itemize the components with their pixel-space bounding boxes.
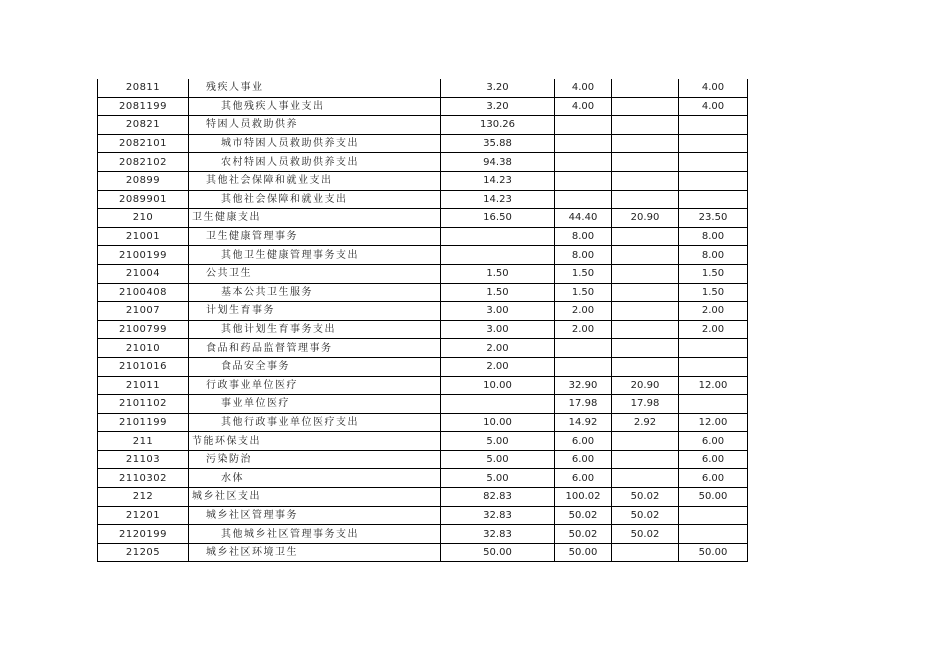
name-cell: 其他城乡社区管理事务支出 — [189, 525, 441, 544]
code-cell: 2120199 — [98, 525, 189, 544]
name-cell: 基本公共卫生服务 — [189, 283, 441, 302]
amount-col4-cell — [679, 506, 748, 525]
amount-col3-cell: 20.90 — [612, 376, 679, 395]
name-cell: 其他残疾人事业支出 — [189, 97, 441, 116]
table-row — [98, 488, 748, 507]
amount-col3-cell: 50.02 — [612, 525, 679, 544]
amount-col1-cell: 5.00 — [441, 432, 555, 451]
amount-col2-cell: 2.00 — [555, 302, 612, 321]
amount-col1-cell: 14.23 — [441, 190, 555, 209]
amount-col2-cell: 50.02 — [555, 525, 612, 544]
amount-col3-cell — [612, 190, 679, 209]
amount-col2-cell: 14.92 — [555, 413, 612, 432]
table-row — [98, 395, 748, 414]
code-cell: 20899 — [98, 171, 189, 190]
amount-col3-cell — [612, 171, 679, 190]
name-cell: 城乡社区支出 — [189, 488, 441, 507]
table-row — [98, 432, 748, 451]
code-cell: 21103 — [98, 450, 189, 469]
amount-col3-cell — [612, 357, 679, 376]
amount-col4-cell: 4.00 — [679, 79, 748, 97]
code-cell: 21004 — [98, 264, 189, 283]
amount-col1-cell: 32.83 — [441, 506, 555, 525]
amount-col1-cell: 3.20 — [441, 79, 555, 97]
amount-col4-cell: 2.00 — [679, 320, 748, 339]
amount-col2-cell: 50.02 — [555, 506, 612, 525]
table-row — [98, 376, 748, 395]
amount-col1-cell: 1.50 — [441, 264, 555, 283]
budget-expenditure-table — [97, 79, 748, 562]
code-cell: 2101199 — [98, 413, 189, 432]
name-cell: 污染防治 — [189, 450, 441, 469]
table-row — [98, 171, 748, 190]
amount-col1-cell: 35.88 — [441, 134, 555, 153]
table-row — [98, 339, 748, 358]
code-cell: 2101016 — [98, 357, 189, 376]
name-cell: 其他社会保障和就业支出 — [189, 171, 441, 190]
amount-col3-cell — [612, 339, 679, 358]
table-row — [98, 283, 748, 302]
amount-col2-cell — [555, 116, 612, 135]
code-cell: 21010 — [98, 339, 189, 358]
amount-col4-cell — [679, 153, 748, 172]
amount-col3-cell — [612, 246, 679, 265]
code-cell: 2089901 — [98, 190, 189, 209]
amount-col3-cell — [612, 227, 679, 246]
name-cell: 其他行政事业单位医疗支出 — [189, 413, 441, 432]
amount-col1-cell: 2.00 — [441, 357, 555, 376]
name-cell: 计划生育事务 — [189, 302, 441, 321]
table-row — [98, 357, 748, 376]
amount-col4-cell — [679, 190, 748, 209]
amount-col3-cell: 50.02 — [612, 488, 679, 507]
code-cell: 2082101 — [98, 134, 189, 153]
amount-col1-cell — [441, 227, 555, 246]
amount-col4-cell: 12.00 — [679, 376, 748, 395]
code-cell: 2081199 — [98, 97, 189, 116]
amount-col2-cell: 32.90 — [555, 376, 612, 395]
amount-col3-cell: 17.98 — [612, 395, 679, 414]
amount-col4-cell: 8.00 — [679, 246, 748, 265]
amount-col3-cell — [612, 320, 679, 339]
amount-col4-cell: 2.00 — [679, 302, 748, 321]
amount-col2-cell: 8.00 — [555, 246, 612, 265]
amount-col3-cell — [612, 79, 679, 97]
amount-col2-cell: 1.50 — [555, 264, 612, 283]
amount-col4-cell: 1.50 — [679, 283, 748, 302]
amount-col4-cell: 23.50 — [679, 209, 748, 228]
amount-col4-cell: 50.00 — [679, 543, 748, 562]
code-cell: 20821 — [98, 116, 189, 135]
table-row — [98, 116, 748, 135]
code-cell: 21205 — [98, 543, 189, 562]
name-cell: 城市特困人员救助供养支出 — [189, 134, 441, 153]
name-cell: 城乡社区管理事务 — [189, 506, 441, 525]
table-body — [98, 79, 748, 562]
amount-col1-cell: 14.23 — [441, 171, 555, 190]
table-row — [98, 97, 748, 116]
amount-col1-cell: 10.00 — [441, 413, 555, 432]
table-row — [98, 302, 748, 321]
amount-col1-cell: 130.26 — [441, 116, 555, 135]
amount-col2-cell: 17.98 — [555, 395, 612, 414]
amount-col2-cell — [555, 134, 612, 153]
name-cell: 水体 — [189, 469, 441, 488]
amount-col2-cell: 8.00 — [555, 227, 612, 246]
amount-col3-cell — [612, 283, 679, 302]
amount-col2-cell: 50.00 — [555, 543, 612, 562]
name-cell: 节能环保支出 — [189, 432, 441, 451]
table-row — [98, 246, 748, 265]
table-row — [98, 543, 748, 562]
amount-col2-cell: 4.00 — [555, 79, 612, 97]
name-cell: 公共卫生 — [189, 264, 441, 283]
table-row — [98, 79, 748, 97]
amount-col4-cell — [679, 357, 748, 376]
name-cell: 行政事业单位医疗 — [189, 376, 441, 395]
amount-col3-cell: 20.90 — [612, 209, 679, 228]
table-row — [98, 264, 748, 283]
amount-col1-cell: 50.00 — [441, 543, 555, 562]
amount-col3-cell: 50.02 — [612, 506, 679, 525]
code-cell: 2100199 — [98, 246, 189, 265]
amount-col3-cell — [612, 469, 679, 488]
amount-col3-cell — [612, 302, 679, 321]
table-row — [98, 153, 748, 172]
amount-col3-cell — [612, 543, 679, 562]
amount-col4-cell: 1.50 — [679, 264, 748, 283]
amount-col4-cell — [679, 339, 748, 358]
table-row — [98, 413, 748, 432]
name-cell: 食品和药品监督管理事务 — [189, 339, 441, 358]
name-cell: 特困人员救助供养 — [189, 116, 441, 135]
table-row — [98, 525, 748, 544]
amount-col1-cell: 32.83 — [441, 525, 555, 544]
table-row — [98, 450, 748, 469]
amount-col1-cell: 3.00 — [441, 320, 555, 339]
amount-col1-cell: 3.20 — [441, 97, 555, 116]
table-row — [98, 227, 748, 246]
table-row — [98, 320, 748, 339]
amount-col2-cell: 1.50 — [555, 283, 612, 302]
name-cell: 卫生健康管理事务 — [189, 227, 441, 246]
code-cell: 21001 — [98, 227, 189, 246]
table-row — [98, 506, 748, 525]
table-row — [98, 134, 748, 153]
amount-col2-cell: 100.02 — [555, 488, 612, 507]
amount-col4-cell: 6.00 — [679, 469, 748, 488]
name-cell: 其他计划生育事务支出 — [189, 320, 441, 339]
code-cell: 212 — [98, 488, 189, 507]
code-cell: 2110302 — [98, 469, 189, 488]
table-row — [98, 190, 748, 209]
amount-col2-cell — [555, 339, 612, 358]
code-cell: 2082102 — [98, 153, 189, 172]
amount-col3-cell — [612, 450, 679, 469]
amount-col2-cell: 6.00 — [555, 450, 612, 469]
amount-col1-cell — [441, 246, 555, 265]
code-cell: 2101102 — [98, 395, 189, 414]
amount-col3-cell — [612, 97, 679, 116]
amount-col2-cell: 6.00 — [555, 469, 612, 488]
amount-col4-cell: 12.00 — [679, 413, 748, 432]
amount-col1-cell: 16.50 — [441, 209, 555, 228]
amount-col3-cell — [612, 153, 679, 172]
amount-col4-cell: 6.00 — [679, 432, 748, 451]
code-cell: 21007 — [98, 302, 189, 321]
amount-col2-cell — [555, 190, 612, 209]
code-cell: 211 — [98, 432, 189, 451]
amount-col4-cell — [679, 116, 748, 135]
code-cell: 21201 — [98, 506, 189, 525]
code-cell: 21011 — [98, 376, 189, 395]
amount-col4-cell — [679, 525, 748, 544]
amount-col4-cell — [679, 395, 748, 414]
amount-col2-cell: 6.00 — [555, 432, 612, 451]
code-cell: 210 — [98, 209, 189, 228]
name-cell: 其他社会保障和就业支出 — [189, 190, 441, 209]
amount-col4-cell — [679, 134, 748, 153]
amount-col4-cell: 50.00 — [679, 488, 748, 507]
table-row — [98, 209, 748, 228]
name-cell: 事业单位医疗 — [189, 395, 441, 414]
amount-col2-cell: 2.00 — [555, 320, 612, 339]
amount-col1-cell: 3.00 — [441, 302, 555, 321]
amount-col1-cell: 94.38 — [441, 153, 555, 172]
amount-col2-cell — [555, 153, 612, 172]
table-row — [98, 469, 748, 488]
name-cell: 残疾人事业 — [189, 79, 441, 97]
amount-col4-cell — [679, 171, 748, 190]
amount-col2-cell — [555, 357, 612, 376]
name-cell: 农村特困人员救助供养支出 — [189, 153, 441, 172]
name-cell: 城乡社区环境卫生 — [189, 543, 441, 562]
amount-col1-cell — [441, 395, 555, 414]
code-cell: 2100408 — [98, 283, 189, 302]
name-cell: 卫生健康支出 — [189, 209, 441, 228]
amount-col1-cell: 1.50 — [441, 283, 555, 302]
amount-col4-cell: 4.00 — [679, 97, 748, 116]
amount-col3-cell — [612, 116, 679, 135]
code-cell: 2100799 — [98, 320, 189, 339]
name-cell: 食品安全事务 — [189, 357, 441, 376]
code-cell: 20811 — [98, 79, 189, 97]
amount-col1-cell: 5.00 — [441, 469, 555, 488]
amount-col2-cell: 44.40 — [555, 209, 612, 228]
amount-col3-cell — [612, 264, 679, 283]
amount-col4-cell: 8.00 — [679, 227, 748, 246]
amount-col4-cell: 6.00 — [679, 450, 748, 469]
amount-col1-cell: 5.00 — [441, 450, 555, 469]
amount-col3-cell — [612, 134, 679, 153]
amount-col1-cell: 2.00 — [441, 339, 555, 358]
amount-col3-cell — [612, 432, 679, 451]
amount-col1-cell: 10.00 — [441, 376, 555, 395]
name-cell: 其他卫生健康管理事务支出 — [189, 246, 441, 265]
amount-col1-cell: 82.83 — [441, 488, 555, 507]
amount-col2-cell — [555, 171, 612, 190]
amount-col2-cell: 4.00 — [555, 97, 612, 116]
amount-col3-cell: 2.92 — [612, 413, 679, 432]
